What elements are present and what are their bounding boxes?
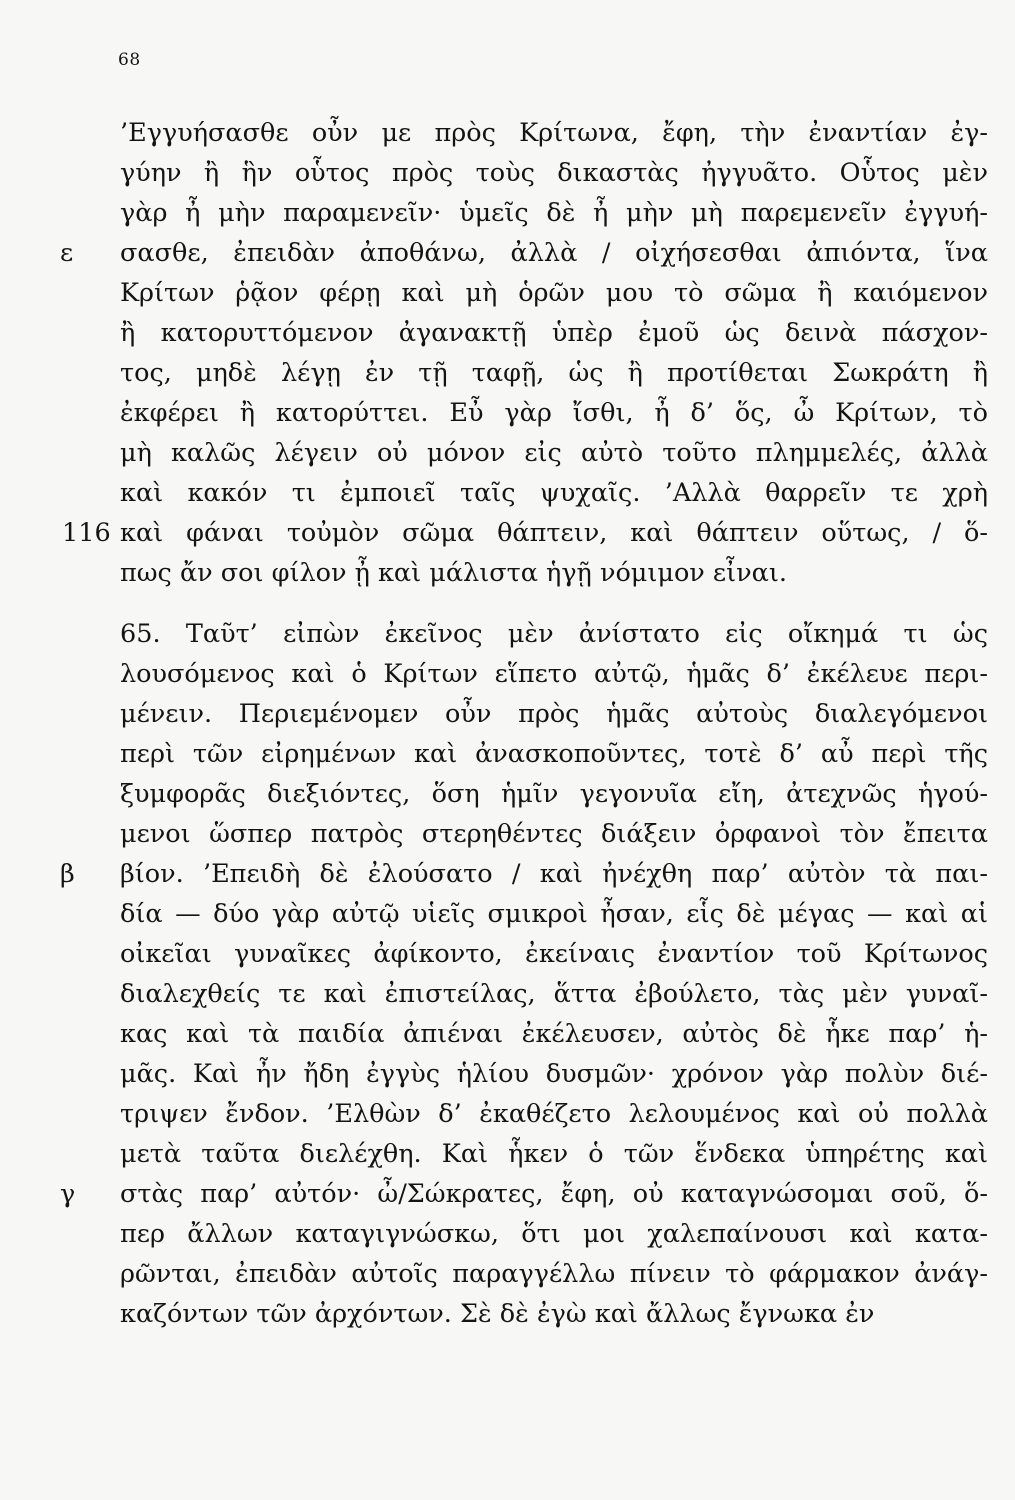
- page-number: 68: [118, 50, 141, 70]
- line-text: δία — δύο γὰρ αὐτῷ υἱεῖς σμικροὶ ἦσαν, εἷς δὲ μέγας — καὶ αἱ: [120, 899, 988, 929]
- line-text: μένειν. Περιεμένομεν οὖν πρὸς ἡμᾶς αὐτοὺς διαλεγόμενοι: [120, 699, 988, 729]
- text-line: [120, 473, 988, 513]
- text-line: [120, 1214, 988, 1254]
- line-text: καὶ φάναι τοὐμὸν σῶμα θάπτειν, καὶ θάπτειν οὕτως, / ὅ-: [120, 518, 988, 548]
- line-text: γὰρ ἦ μὴν παραμενεῖν· ὑμεῖς δὲ ἦ μὴν μὴ παρεμενεῖν ἐγγυή-: [120, 198, 988, 228]
- line-text: λουσόμενος καὶ ὁ Κρίτων εἵπετο αὐτῷ, ἡμᾶς δ’ ἐκέλευε περι-: [120, 659, 988, 689]
- text-line: [120, 553, 988, 593]
- text-line: [120, 1254, 988, 1294]
- text-line: [120, 1054, 988, 1094]
- line-text: οἰκεῖαι γυναῖκες ἀφίκοντο, ἐκείναις ἐναντίον τοῦ Κρίτωνος: [120, 939, 988, 969]
- text-line: [120, 353, 988, 393]
- text-line: [120, 393, 988, 433]
- margin-marker: 116: [62, 518, 111, 548]
- margin-marker: β: [60, 859, 75, 889]
- text-line: [120, 814, 988, 854]
- line-text: Κρίτων ῥᾷον φέρῃ καὶ μὴ ὁρῶν μου τὸ σῶμα ἢ καιόμενον: [120, 278, 988, 308]
- line-text: μετὰ ταῦτα διελέχθη. Καὶ ἧκεν ὁ τῶν ἕνδεκα ὑπηρέτης καὶ: [120, 1139, 988, 1169]
- line-text: κας καὶ τὰ παιδία ἀπιέναι ἐκέλευσεν, αὐτὸς δὲ ἧκε παρ’ ἡ-: [120, 1019, 988, 1049]
- text-line: [120, 313, 988, 353]
- text-line: [120, 433, 988, 473]
- text-line: [120, 774, 988, 814]
- line-text: περὶ τῶν εἰρημένων καὶ ἀνασκοποῦντες, τοτὲ δ’ αὖ περὶ τῆς: [120, 739, 988, 769]
- text-line: [120, 614, 988, 654]
- line-text: μενοι ὥσπερ πατρὸς στερηθέντες διάξειν ὀρφανοὶ τὸν ἔπειτα: [120, 819, 988, 849]
- line-text: τριψεν ἔνδον. ’Ελθὼν δ’ ἐκαθέζετο λελουμένος καὶ οὐ πολλὰ: [120, 1099, 988, 1129]
- line-text: καζόντων τῶν ἀρχόντων. Σὲ δὲ ἐγὼ καὶ ἄλλως ἔγνωκα ἐν: [120, 1299, 875, 1329]
- line-text: καὶ κακόν τι ἐμποιεῖ ταῖς ψυχαῖς. ’Αλλὰ θαρρεῖν τε χρὴ: [120, 478, 988, 508]
- text-line: [120, 934, 988, 974]
- margin-marker: ε: [60, 238, 74, 268]
- text-line: [120, 153, 988, 193]
- text-body: [60, 113, 988, 1334]
- line-text: περ ἄλλων καταγιγνώσκω, ὅτι μοι χαλεπαίνουσι καὶ κατα-: [120, 1219, 988, 1249]
- text-line: [120, 113, 988, 153]
- text-line: [120, 273, 988, 313]
- line-text: ’Εγγυήσασθε οὖν με πρὸς Κρίτωνα, ἔφη, τὴν ἐναντίαν ἐγ-: [120, 118, 988, 148]
- line-text: ξυμφορᾶς διεξιόντες, ὅση ἡμῖν γεγονυῖα εἴη, ἀτεχνῶς ἡγού-: [120, 779, 988, 809]
- text-line: [120, 1134, 988, 1174]
- text-line: [120, 694, 988, 734]
- line-text: τος, μηδὲ λέγῃ ἐν τῇ ταφῇ, ὡς ἢ προτίθεται Σωκράτη ἢ: [120, 358, 988, 388]
- line-text: γύην ἢ ἣν οὗτος πρὸς τοὺς δικαστὰς ἠγγυᾶτο. Οὗτος μὲν: [120, 158, 988, 188]
- text-line: [120, 974, 988, 1014]
- line-text: ρῶνται, ἐπειδὰν αὐτοῖς παραγγέλλω πίνειν τὸ φάρμακον ἀνάγ-: [120, 1259, 988, 1289]
- line-text: ἢ κατορυττόμενον ἀγανακτῇ ὑπὲρ ἐμοῦ ὡς δεινὰ πάσχον-: [120, 318, 988, 348]
- line-text: βίον. ’Επειδὴ δὲ ἐλούσατο / καὶ ἠνέχθη παρ’ αὐτὸν τὰ παι-: [120, 859, 988, 889]
- line-text: σασθε, ἐπειδὰν ἀποθάνω, ἀλλὰ / οἰχήσεσθαι ἀπιόντα, ἵνα: [120, 238, 988, 268]
- text-line: [120, 1014, 988, 1054]
- text-line: [120, 894, 988, 934]
- text-line: [60, 1174, 988, 1214]
- text-line: [120, 1094, 988, 1134]
- text-line: [120, 1294, 988, 1334]
- line-text: 65. Ταῦτ’ εἰπὼν ἐκεῖνος μὲν ἀνίστατο εἰς οἴκημά τι ὡς: [120, 619, 988, 649]
- text-line: [120, 654, 988, 694]
- text-line: [62, 513, 988, 553]
- line-text: διαλεχθείς τε καὶ ἐπιστείλας, ἅττα ἐβούλετο, τὰς μὲν γυναῖ-: [120, 979, 988, 1009]
- line-text: μᾶς. Καὶ ἦν ἤδη ἐγγὺς ἡλίου δυσμῶν· χρόνον γὰρ πολὺν διέ-: [120, 1059, 988, 1089]
- text-line: [60, 233, 988, 273]
- line-text: στὰς παρ’ αὐτόν· ὦ/Σώκρατες, ἔφη, οὐ καταγνώσομαι σοῦ, ὅ-: [120, 1179, 988, 1209]
- text-line: [120, 734, 988, 774]
- text-line: [60, 854, 988, 894]
- text-line: [120, 193, 988, 233]
- line-text: πως ἄν σοι φίλον ᾖ καὶ μάλιστα ἡγῇ νόμιμον εἶναι.: [120, 558, 787, 588]
- line-text: ἐκφέρει ἢ κατορύττει. Εὖ γὰρ ἴσθι, ἦ δ’ ὅς, ὦ Κρίτων, τὸ: [120, 398, 988, 428]
- margin-marker: γ: [60, 1179, 76, 1209]
- line-text: μὴ καλῶς λέγειν οὐ μόνον εἰς αὐτὸ τοῦτο πλημμελές, ἀλλὰ: [120, 438, 988, 468]
